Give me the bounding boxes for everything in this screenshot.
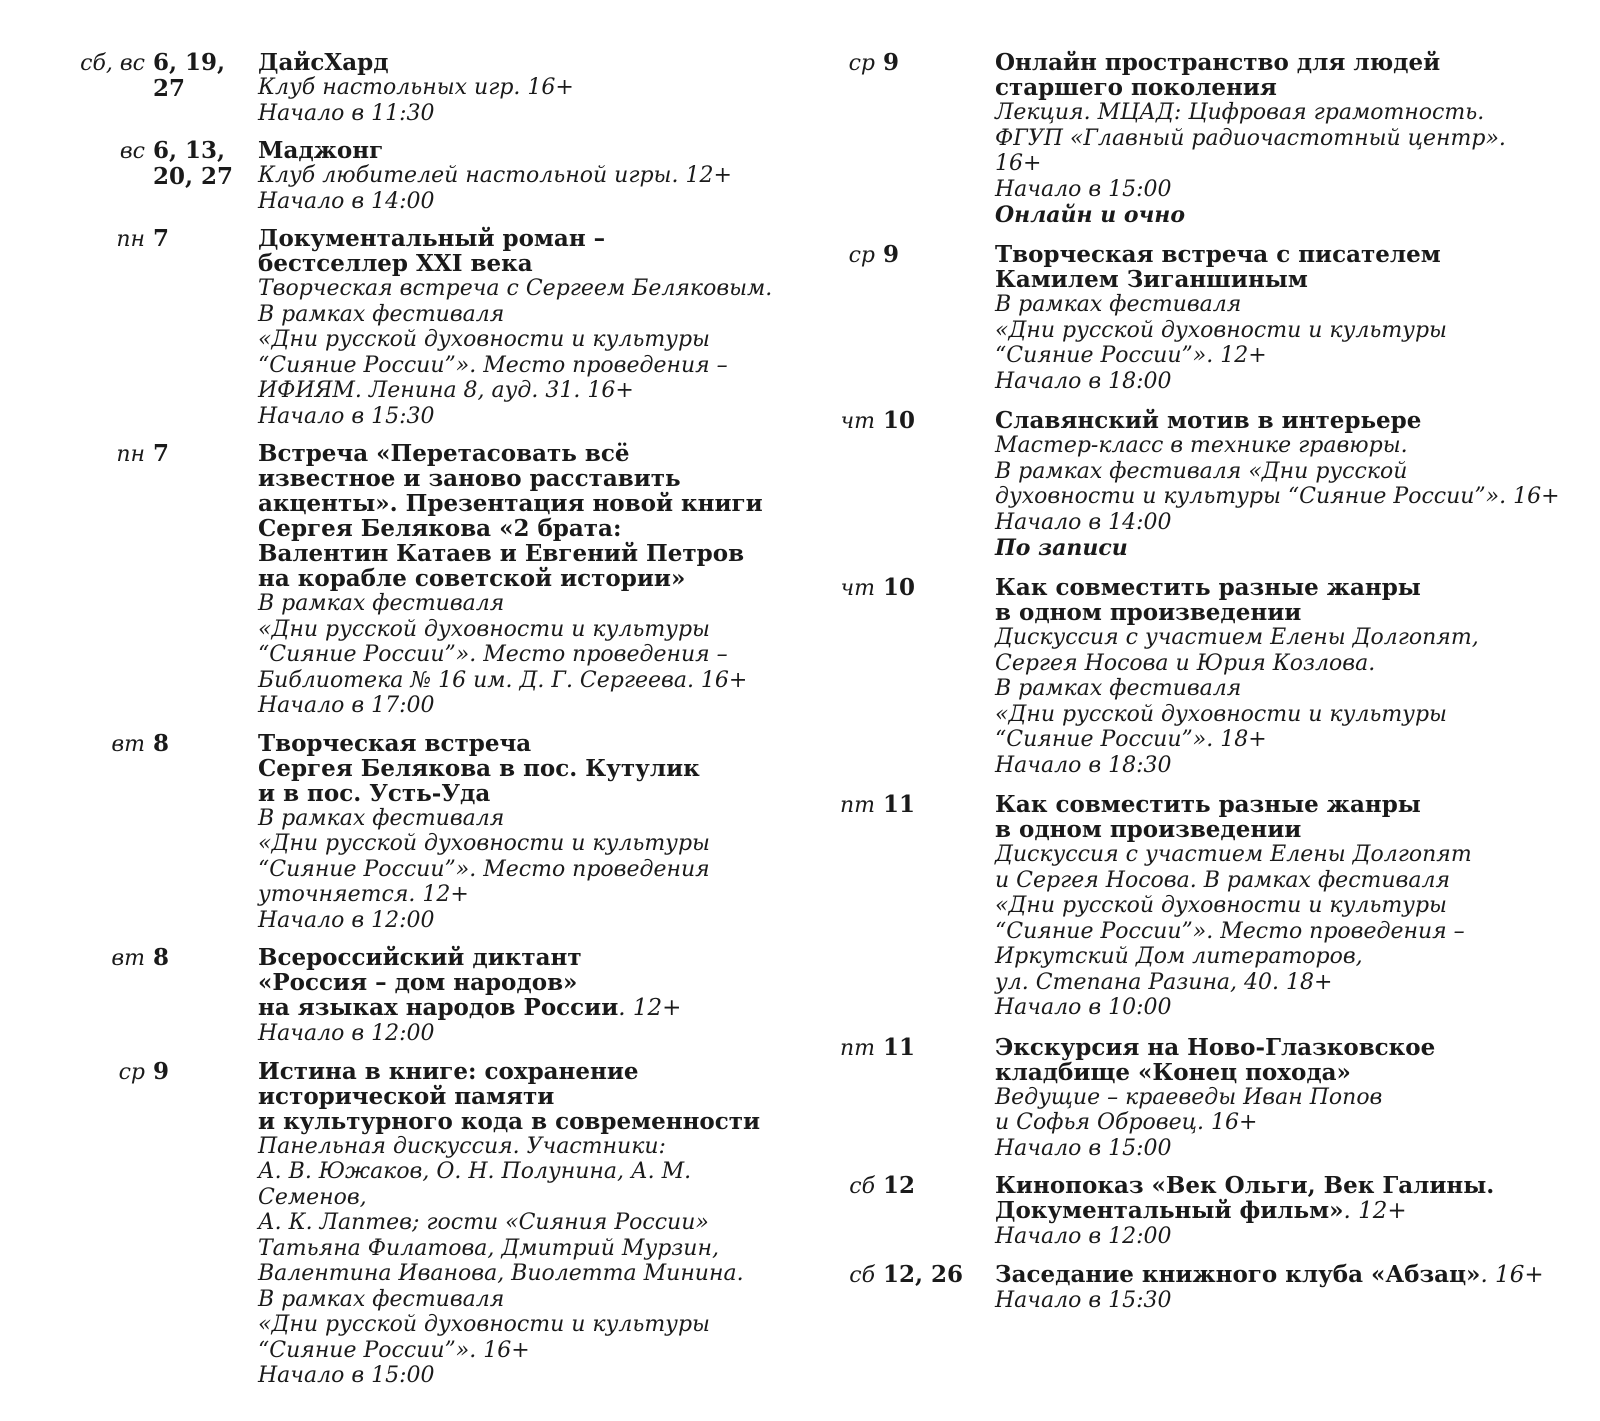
event-item bbox=[835, 408, 1560, 561]
event-date: 11 bbox=[883, 1033, 916, 1061]
event-description: Клуб настольных игр. 16+ Начало в 11:30 bbox=[258, 75, 574, 126]
event-title bbox=[995, 408, 1560, 433]
event-date: 6, 19, 27 bbox=[153, 49, 226, 102]
event-title-text: ДайсХард bbox=[258, 49, 389, 76]
event-date: 12 bbox=[883, 1172, 916, 1199]
event-title-text: Документальный роман – бестселлер XXI века bbox=[258, 225, 606, 277]
event-description: Творческая встреча с Сергеем Беляковым. В рамках фестиваля «Дни русской духовности и культуры “Сияние России”». Место проведения – ИФИЯМ. Ленина 8, ауд. 31. 16+ Начало в 15:30 bbox=[258, 276, 773, 429]
event-description: Лекция. МЦАД: Цифровая грамотность. ФГУП «Главный радиочастотный центр». 16+ Начало в 15:00 bbox=[995, 100, 1506, 202]
event-date: 10 bbox=[883, 407, 916, 434]
event-day: пн bbox=[116, 442, 145, 467]
event-title-text: Истина в книге: сохранение исторической памяти и культурного кода в современности bbox=[258, 1057, 761, 1135]
event-date: 10 bbox=[883, 574, 916, 601]
event-title-text: Экскурсия на Ново-Глазковское кладбище «Конец похода» bbox=[995, 1033, 1436, 1086]
event-title bbox=[995, 1173, 1560, 1224]
event-day: ср bbox=[848, 243, 875, 268]
event-date: 9 bbox=[153, 1057, 170, 1085]
event-title bbox=[995, 1035, 1560, 1085]
event-day: пт bbox=[839, 793, 875, 818]
event-day: пн bbox=[116, 227, 145, 252]
event-item bbox=[835, 242, 1560, 394]
event-day: чт bbox=[840, 409, 875, 434]
event-age-rating: . 16+ bbox=[1480, 1261, 1544, 1288]
event-date: 7 bbox=[153, 225, 170, 252]
event-title-text: Как совместить разные жанры в одном произведении bbox=[995, 574, 1421, 626]
right-column bbox=[835, 50, 1560, 1313]
event-title bbox=[995, 575, 1560, 625]
event-item bbox=[835, 792, 1560, 1021]
event-date: 6, 13, 20, 27 bbox=[153, 137, 234, 190]
event-item bbox=[70, 441, 800, 719]
event-date: 9 bbox=[883, 241, 900, 268]
event-description: В рамках фестиваля «Дни русской духовности и культуры “Сияние России”». 12+ Начало в 18:00 bbox=[995, 292, 1447, 394]
event-item bbox=[70, 945, 800, 1047]
event-day: сб bbox=[849, 1174, 875, 1199]
event-title bbox=[995, 242, 1560, 292]
event-note: Онлайн и очно bbox=[995, 202, 1186, 228]
event-date: 9 bbox=[883, 49, 900, 76]
event-title-text: Славянский мотив в интерьере bbox=[995, 407, 1422, 434]
event-day: чт bbox=[840, 576, 875, 601]
event-description: Мастер-класс в технике гравюры. В рамках фестиваля «Дни русской духовности и культуры “Сияние России”». 16+ Начало в 14:00 bbox=[995, 433, 1560, 535]
event-description: Начало в 12:00 bbox=[995, 1224, 1172, 1249]
event-title bbox=[995, 792, 1560, 842]
event-day: сб, вс bbox=[80, 51, 145, 76]
event-item bbox=[70, 226, 800, 429]
event-date: 8 bbox=[153, 729, 170, 757]
event-day: вс bbox=[119, 139, 145, 164]
event-item bbox=[835, 50, 1560, 228]
event-item bbox=[835, 1035, 1560, 1162]
event-date: 12, 26 bbox=[883, 1260, 964, 1288]
event-day: сб bbox=[849, 1262, 875, 1288]
event-title bbox=[995, 1262, 1560, 1288]
event-title bbox=[995, 50, 1560, 100]
event-description: Начало в 15:30 bbox=[995, 1287, 1172, 1313]
event-description: В рамках фестиваля «Дни русской духовности и культуры “Сияние России”». Место проведения – Библиотека № 16 им. Д. Г. Сергеева. 16+ Начало в 17:00 bbox=[258, 591, 748, 718]
event-item bbox=[835, 1173, 1560, 1250]
event-description: Начало в 12:00 bbox=[258, 1021, 435, 1046]
event-title-text: Маджонг bbox=[258, 137, 384, 164]
event-day: ср bbox=[848, 51, 875, 76]
event-title-text: Кинопоказ «Век Ольги, Век Галины. Документальный фильм» bbox=[995, 1172, 1495, 1224]
event-date: 11 bbox=[883, 791, 916, 818]
event-title-text: Встреча «Перетасовать всё известное и заново расставить акценты». Презентация новой книги Сергея Белякова «2 брата: Валентин Катаев и Евгений Петров на корабле советской истории» bbox=[258, 440, 763, 592]
event-title bbox=[258, 226, 800, 276]
event-description: Ведущие – краеведы Иван Попов и Софья Обровец. 16+ Начало в 15:00 bbox=[995, 1084, 1383, 1161]
event-title bbox=[258, 731, 800, 806]
event-description: Дискуссия с участием Елены Долгопят, Сергея Носова и Юрия Козлова. В рамках фестиваля «Дни русской духовности и культуры “Сияние России”». 18+ Начало в 18:30 bbox=[995, 625, 1479, 778]
event-age-rating: . 12+ bbox=[1343, 1198, 1407, 1224]
event-title-text: Всероссийский диктант «Россия – дом народов» на языках народов России bbox=[258, 944, 619, 1021]
event-day: ср bbox=[118, 1059, 145, 1085]
event-item bbox=[835, 1262, 1560, 1314]
event-title bbox=[258, 945, 800, 1021]
event-item bbox=[70, 1059, 800, 1389]
event-item bbox=[70, 731, 800, 934]
event-age-rating: . 12+ bbox=[618, 995, 682, 1021]
event-title-text: Творческая встреча с писателем Камилем Зиганшиным bbox=[995, 241, 1441, 293]
event-title bbox=[258, 50, 800, 75]
event-item bbox=[835, 575, 1560, 778]
event-description: В рамках фестиваля «Дни русской духовности и культуры “Сияние России”». Место проведения уточняется. 12+ Начало в 12:00 bbox=[258, 805, 710, 933]
event-title-text: Заседание книжного клуба «Абзац» bbox=[995, 1260, 1481, 1288]
event-title-text: Онлайн пространство для людей старшего поколения bbox=[995, 49, 1441, 101]
event-description: Дискуссия с участием Елены Долгопят и Сергея Носова. В рамках фестиваля «Дни русской духовности и культуры “Сияние России”». Место проведения – Иркутский Дом литераторов, ул. Степана Разина, 40. 18+ Начало в 10:00 bbox=[995, 842, 1472, 1020]
event-item bbox=[70, 50, 800, 126]
event-date: 7 bbox=[153, 440, 170, 467]
event-title-text: Творческая встреча Сергея Белякова в пос. Кутулик и в пос. Усть-Уда bbox=[258, 729, 700, 807]
event-day: вт bbox=[111, 946, 145, 971]
event-note: По записи bbox=[995, 535, 1128, 561]
event-title-text: Как совместить разные жанры в одном произведении bbox=[995, 791, 1421, 843]
event-title bbox=[258, 441, 800, 591]
event-item bbox=[70, 138, 800, 214]
event-date: 8 bbox=[153, 944, 170, 971]
event-description: Панельная дискуссия. Участники: А. В. Южаков, О. Н. Полунина, А. М. Семенов, А. К. Лаптев; гости «Сияния России» Татьяна Филатова, Дмитрий Мурзин, Валентина Иванова, Виолетта Минина. В рамках фестиваля «Дни русской духовности и культуры “Сияние России”». 16+ Начало в 15:00 bbox=[258, 1133, 744, 1388]
event-title bbox=[258, 1059, 800, 1134]
event-title bbox=[258, 138, 800, 163]
left-column bbox=[70, 50, 800, 1389]
event-description: Клуб любителей настольной игры. 12+ Начало в 14:00 bbox=[258, 163, 732, 214]
event-day: пт bbox=[839, 1035, 875, 1061]
event-day: вт bbox=[111, 731, 145, 757]
